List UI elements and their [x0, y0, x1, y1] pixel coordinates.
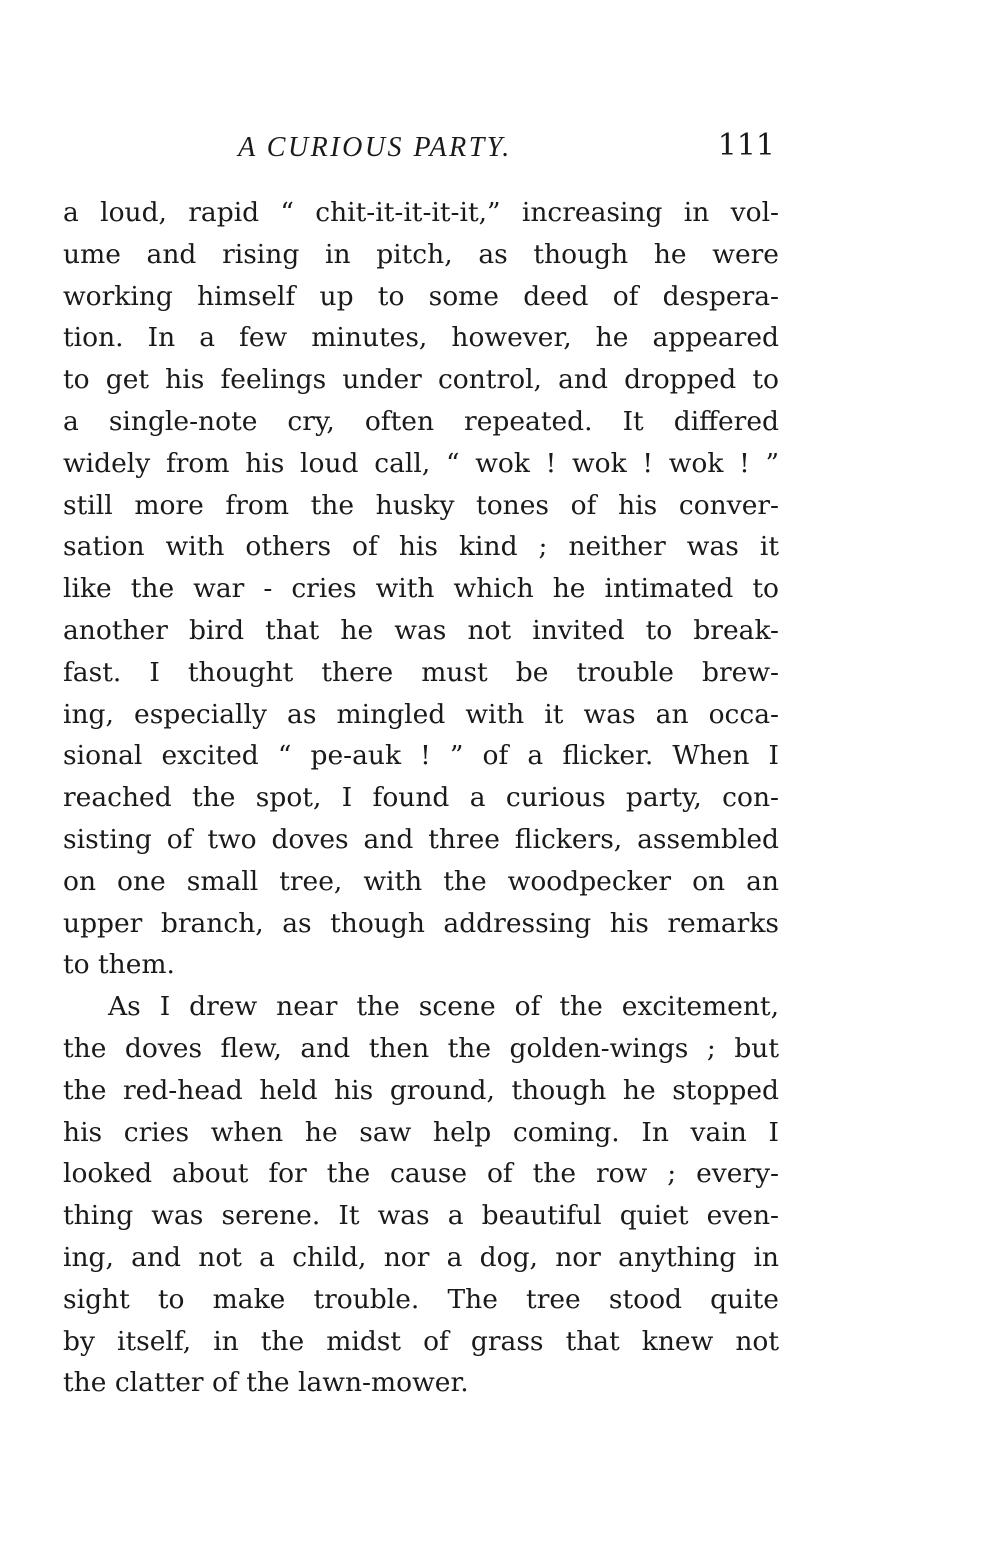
text-line: the clatter of the lawn-mower. [63, 1367, 469, 1399]
running-head [60, 128, 775, 168]
text-line: on one small tree, with the woodpecker on an [63, 865, 779, 897]
text-line: sisting of two doves and three flickers, assembled [63, 823, 779, 855]
text-line: widely from his loud call, “ wok ! wok ! wok ! ” [63, 447, 779, 479]
text-line: a loud, rapid “ chit-it-it-it-it,” increasing in vol- [63, 197, 779, 228]
text-line: upper branch, as though addressing his remarks [63, 907, 779, 939]
text-line: ume and rising in pitch, as though he were [63, 238, 779, 270]
text-line: by itself, in the midst of grass that knew not [63, 1325, 779, 1357]
text-line: fast. I thought there must be trouble brew- [63, 656, 779, 688]
body-text [63, 192, 779, 1404]
text-line: the red-head held his ground, though he stopped [63, 1074, 779, 1106]
text-line: reached the spot, I found a curious party, con- [63, 782, 779, 814]
paragraph-1 [63, 192, 779, 986]
text-line: sight to make trouble. The tree stood quite [63, 1283, 779, 1315]
text-line: ing, especially as mingled with it was an occa- [63, 698, 779, 730]
text-line: working himself up to some deed of despera- [63, 280, 779, 312]
text-line: another bird that he was not invited to break- [63, 614, 779, 646]
text-line: sation with others of his kind ; neither was it [63, 531, 779, 563]
text-line: looked about for the cause of the row ; every- [63, 1158, 779, 1190]
text-line: a single-note cry, often repeated. It differed [63, 405, 779, 437]
page-number: 111 [717, 128, 775, 163]
text-line: like the war - cries with which he intimated to [63, 573, 779, 605]
running-title: A CURIOUS PARTY. [238, 132, 512, 163]
text-line: his cries when he saw help coming. In vain I [63, 1116, 779, 1148]
text-line: to get his feelings under control, and dropped to [63, 364, 779, 396]
paragraph-2 [63, 986, 779, 1404]
text-line: still more from the husky tones of his conver- [63, 489, 779, 521]
text-line: the doves flew, and then the golden-wings ; but [63, 1032, 779, 1064]
text-line: sional excited “ pe-auk ! ” of a flicker. When I [63, 740, 779, 772]
text-line: tion. In a few minutes, however, he appeared [63, 322, 779, 354]
text-line: As I drew near the scene of the excitement, [108, 991, 779, 1023]
text-line: thing was serene. It was a beautiful quiet even- [63, 1200, 779, 1232]
text-line: to them. [63, 949, 175, 981]
text-line: ing, and not a child, nor a dog, nor anything in [63, 1241, 779, 1273]
